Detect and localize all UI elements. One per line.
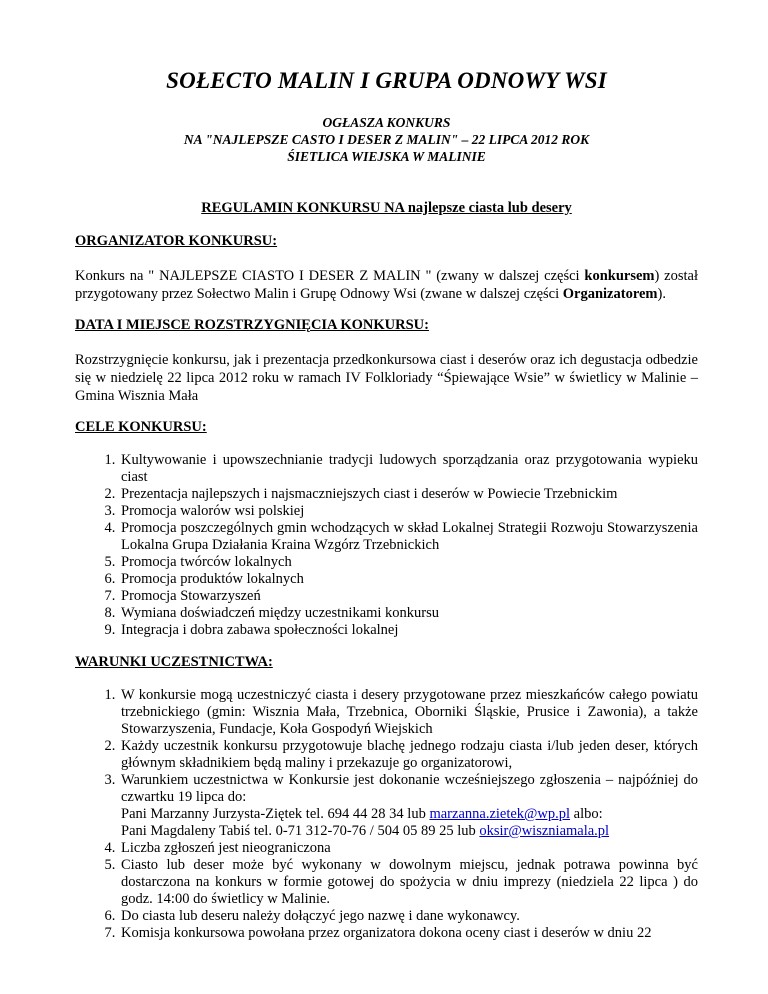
organizator-paragraph <box>75 267 698 303</box>
list-item: 4. Promocja poszczególnych gmin wchodzących w skład Lokalnej Strategii Rozwoju Stowarzyszenia Lokalna Grupa Działania Kraina Wzgórz Trzebnickich <box>119 520 698 554</box>
warunki-item3-text: Warunkiem uczestnictwa w Konkursie jest dokonanie wcześniejszego zgłoszenia – najpóźniej do czwartku 19 lipca do: <box>121 772 698 805</box>
organizator-bold-organizatorem: Organizatorem <box>562 286 658 302</box>
contact-1-suffix: albo: <box>570 806 603 822</box>
list-item: 5. Promocja twórców lokalnych <box>119 554 698 571</box>
organizator-text-1: Konkurs na " NAJLEPSZE CIASTO I DESER Z MALIN " (zwany w dalszej części <box>75 268 585 284</box>
list-item: 2. Każdy uczestnik konkursu przygotowuje blachę jednego rodzaju ciasta i/lub jeden deser, których głównym składnikiem będą maliny i przekazuje go organizatorowi, <box>119 738 698 772</box>
list-item: 5. Ciasto lub deser może być wykonany w dowolnym miejscu, jednak potrawa powinna być dostarczona na konkurs w formie gotowej do spożycia w dniu imprezy (niedziela 22 lipca ) do godz. 14:00 do świetlicy w Malinie. <box>119 857 698 908</box>
list-item: 8. Wymiana doświadczeń między uczestnikami konkursu <box>119 605 698 622</box>
data-miejsce-paragraph: Rozstrzygnięcie konkursu, jak i prezentacja przedkonkursowa ciast i deserów oraz ich degustacja odbedzie się w niedzielę 22 lipca 2012 roku w ramach IV Folkloriady “Śpiewające Wsie” w świetlicy w Malinie – Gmina Wisznia Mała <box>75 352 698 404</box>
cele-list <box>75 452 698 639</box>
email-link-marzanna[interactable]: marzanna.zietek@wp.pl <box>429 806 571 822</box>
subtitle-line-3: ŚIETLICA WIEJSKA W MALINIE <box>287 149 486 164</box>
email-link-oksir[interactable]: oksir@wiszniamala.pl <box>479 823 610 839</box>
list-item: 1. W konkursie mogą uczestniczyć ciasta i desery przygotowane przez mieszkańców całego powiatu trzebnickiego (gmin: Wisznia Mała, Trzebnica, Oborniki Śląskie, Prusice i Zawonia), a także Stowarzyszenia, Fundacje, Koła Gospodyń Wiejskich <box>119 687 698 738</box>
contact-2-prefix: Pani Magdaleny Tabiś tel. 0-71 312-70-76 / 504 05 89 25 lub <box>121 823 480 839</box>
contact-1-prefix: Pani Marzanny Jurzysta-Ziętek tel. 694 44 28 34 lub <box>121 806 430 822</box>
subtitle-line-1: OGŁASZA KONKURS <box>322 115 451 130</box>
regulamin-heading: REGULAMIN KONKURSU NA najlepsze ciasta lub desery <box>201 200 572 216</box>
list-item: 6. Promocja produktów lokalnych <box>119 571 698 588</box>
list-item: 7. Komisja konkursowa powołana przez organizatora dokona oceny ciast i deserów w dniu 22 <box>119 925 698 942</box>
cele-heading: CELE KONKURSU: <box>75 419 207 435</box>
organizator-text-3: ). <box>657 286 666 302</box>
organizator-bold-konkursem: konkursem <box>584 268 655 284</box>
organizator-heading: ORGANIZATOR KONKURSU: <box>75 233 278 249</box>
subtitle-line-2: NA "NAJLEPSZE CASTO I DESER Z MALIN" – 22 LIPCA 2012 ROK <box>183 132 590 147</box>
warunki-list <box>75 687 698 942</box>
list-item: 7. Promocja Stowarzyszeń <box>119 588 698 605</box>
list-item: 3. Promocja walorów wsi polskiej <box>119 503 698 520</box>
list-item <box>119 772 698 840</box>
data-miejsce-heading: DATA I MIEJSCE ROZSTRZYGNIĘCIA KONKURSU: <box>75 317 429 333</box>
document-title: SOŁECTO MALIN I GRUPA ODNOWY WSI <box>166 68 607 93</box>
organizator-text-2: ) został przygotowany przez Sołectwo Malin i Grupę Odnowy Wsi (zwane w dalszej części <box>75 268 699 302</box>
list-item: 4. Liczba zgłoszeń jest nieograniczona <box>119 840 698 857</box>
list-item: 2. Prezentacja najlepszych i najsmaczniejszych ciast i deserów w Powiecie Trzebnickim <box>119 486 698 503</box>
list-item: 1. Kultywowanie i upowszechnianie tradycji ludowych sporządzania oraz przygotowania wypieku ciast <box>119 452 698 486</box>
list-item: 9. Integracja i dobra zabawa społeczności lokalnej <box>119 622 698 639</box>
warunki-heading: WARUNKI UCZESTNICTWA: <box>75 654 273 670</box>
announcement-subtitle <box>75 114 698 165</box>
list-item: 6. Do ciasta lub deseru należy dołączyć jego nazwę i dane wykonawcy. <box>119 908 698 925</box>
document-page <box>75 0 698 942</box>
